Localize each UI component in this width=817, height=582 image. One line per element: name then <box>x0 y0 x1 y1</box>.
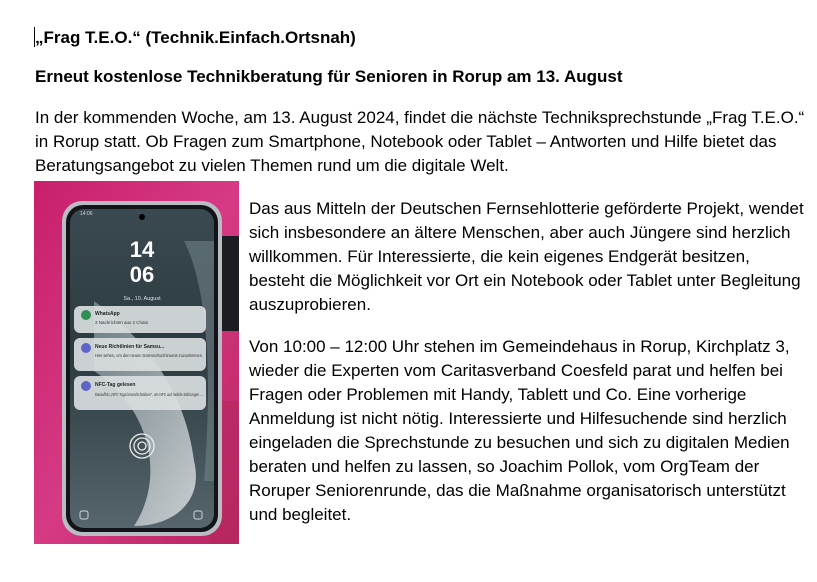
notification-title: NFC-Tag gelesen <box>95 382 136 388</box>
notification-body: Hier sehen, um den neuen Datenschutzhinweis zuzustimmen. <box>95 353 203 358</box>
notification-card <box>74 376 206 410</box>
notification-card <box>74 306 206 333</box>
smartphone-photo <box>34 181 239 544</box>
article-intro: In der kommenden Woche, am 13. August 2024, findet die nächste Techniksprechstunde „Frag T.E.O.“ in Rorup statt. Ob Fragen zum Smartphone, Notebook oder Tablet – Antworten und Hilfe bietet das Beratungsangebot zu vielen Themen rund um die digitale Welt. <box>35 108 805 175</box>
phone <box>62 201 222 536</box>
article-paragraph-2: Von 10:00 – 12:00 Uhr stehen im Gemeindehaus in Rorup, Kirchplatz 3, wieder die Experten vom Caritasverband Coesfeld parat und helfen bei Fragen oder Problemen mit Handy, Tablett und Co. Eine vorherige Anmeldung ist nicht nötig. Interessierte und Hilfesuchende sind herzlich eingeladen die Sprechstunde zu besuchen und sich zu digitalen Medien beraten und helfen zu lassen, so Joachim Pollok, vom OrgTeam der Roruper Seniorenrunde, das die Maßnahme organisatorisch unterstützt und begleitet. <box>249 337 790 524</box>
svg-text:14:06: 14:06 <box>80 211 93 217</box>
clock-minute: 06 <box>129 262 155 287</box>
clock-hour: 14 <box>129 237 155 262</box>
notification-body: Daraufhin „NFC-Tags lesen/schreiben“, um NFC auf mobile Zahlungen ... <box>95 392 203 397</box>
notification-title: Neue Richtlinien für Samsu... <box>95 344 165 350</box>
article-title: „Frag T.E.O.“ (Technik.Einfach.Ortsnah) <box>35 28 356 47</box>
notification-card <box>74 338 206 371</box>
article-paragraph-1: Das aus Mitteln der Deutschen Fernsehlotterie geförderte Projekt, wendet sich insbesondere an ältere Menschen, aber auch Jüngere sind herzlich willkommen. Für Interessierte, die kein eigenes Endgerät besitzen, besteht die Möglichkeit vor Ort ein Notebook oder Tablet unter Begleitung auszuprobieren. <box>249 199 804 314</box>
article-headline: Erneut kostenlose Technikberatung für Senioren in Rorup am 13. August <box>35 67 623 86</box>
notification-body: 2 Nachrichten aus 2 Chats <box>95 320 149 325</box>
notification-title: WhatsApp <box>95 311 120 317</box>
lock-date: Sa., 10. August <box>123 296 161 302</box>
